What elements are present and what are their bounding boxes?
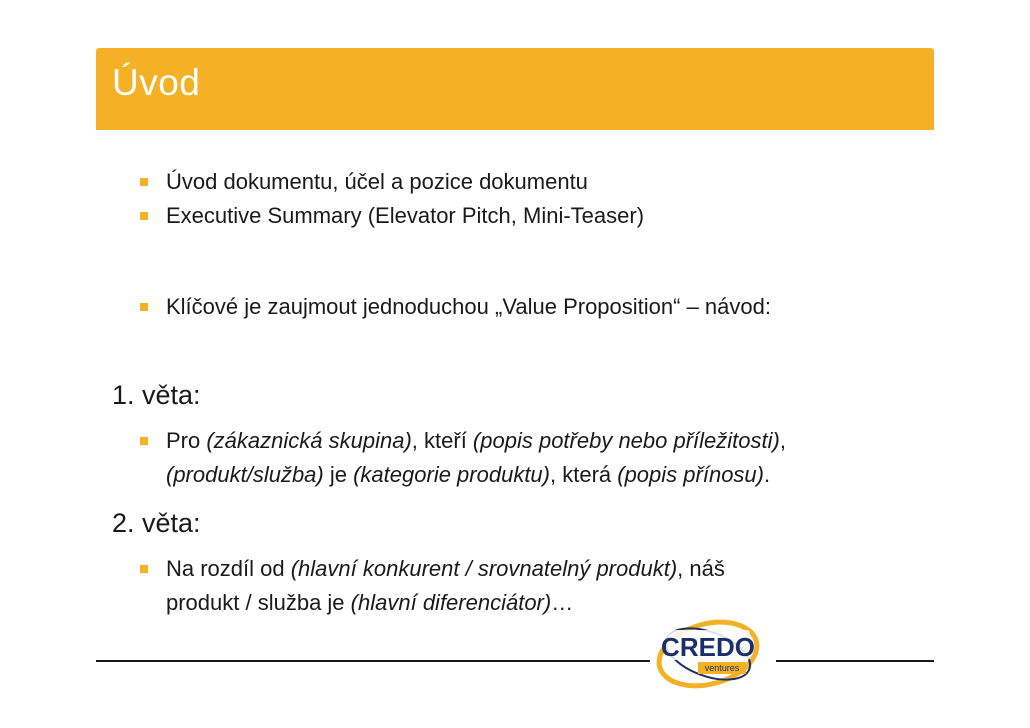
logo-wordmark: CREDO <box>661 632 755 662</box>
title-bar <box>96 48 934 130</box>
footer-rule <box>96 660 650 662</box>
bullet-text: Na rozdíl od (hlavní konkurent / srovnatelný produkt), náš <box>166 556 725 581</box>
logo-subtitle: ventures <box>704 663 740 673</box>
bullet-square-icon <box>140 437 148 445</box>
bullet-square-icon <box>140 565 148 573</box>
bullet-continuation: (produkt/služba) je (kategorie produktu), která (popis přínosu). <box>166 462 771 487</box>
credo-ventures-logo <box>652 612 764 696</box>
bullet-square-icon <box>140 212 148 220</box>
section-heading: 1. věta: <box>112 380 201 410</box>
slide-title: Úvod <box>112 62 201 103</box>
bullet-square-icon <box>140 178 148 186</box>
section-heading: 2. věta: <box>112 508 201 538</box>
bullet-text: Úvod dokumentu, účel a pozice dokumentu <box>166 169 588 194</box>
bullet-text: Pro (zákaznická skupina), kteří (popis potřeby nebo příležitosti), <box>166 428 786 453</box>
bullet-square-icon <box>140 303 148 311</box>
bullet-text: Klíčové je zaujmout jednoduchou „Value Proposition“ – návod: <box>166 294 771 319</box>
footer-rule <box>776 660 934 662</box>
bullet-continuation: produkt / služba je (hlavní diferenciátor)… <box>166 590 574 615</box>
bullet-text: Executive Summary (Elevator Pitch, Mini-Teaser) <box>166 203 645 228</box>
